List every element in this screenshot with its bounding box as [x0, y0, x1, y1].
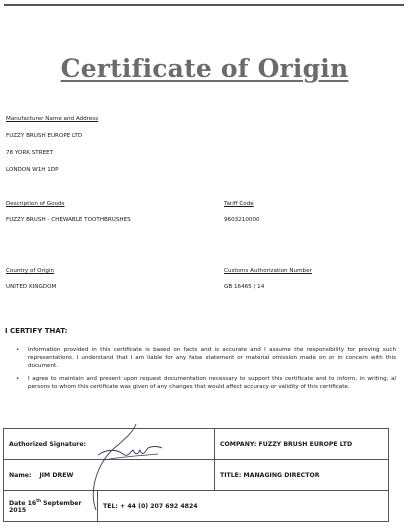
authorized-signature-cell	[4, 429, 215, 460]
goods-value: FUZZY BRUSH - CHEWABLE TOOTHBRUSHES	[6, 217, 131, 223]
country-value: UNITED KINGDOM	[6, 284, 57, 290]
company-cell	[215, 429, 389, 460]
name-value: JIM DREW	[39, 471, 74, 479]
date-cell	[4, 491, 98, 521]
manufacturer-name: FUZZY BRUSH EUROPE LTD	[6, 133, 83, 139]
date-text	[9, 498, 97, 514]
authorized-signature-label: Authorized Signature:	[9, 440, 87, 448]
title-cell	[215, 460, 389, 491]
company-text: COMPANY: FUZZY BRUSH EUROPE LTD	[220, 440, 353, 448]
tariff-value: 9603210000	[224, 217, 260, 223]
customs-label: Customs Authorization Number	[224, 268, 312, 274]
name-cell	[4, 460, 215, 491]
certify-bullet	[12, 375, 396, 391]
top-rule	[4, 4, 404, 6]
date-tel-cell	[4, 491, 389, 522]
bullet-dot: •	[16, 375, 20, 382]
customs-value: GB 16465 / 14	[224, 284, 265, 290]
certify-bullet	[12, 346, 396, 371]
tel-text: TEL: + 44 (0) 207 692 4824	[103, 502, 198, 510]
tariff-label: Tariff Code	[224, 201, 254, 207]
date-prefix: Date 16	[9, 500, 37, 508]
bullet-dot: •	[16, 347, 20, 353]
certify-heading: I CERTIFY THAT:	[5, 327, 68, 335]
country-label: Country of Origin	[6, 268, 55, 274]
name-label: Name:	[9, 471, 32, 479]
title-text: TITLE: MANAGING DIRECTOR	[220, 471, 320, 479]
date-sup: th	[36, 497, 41, 503]
manufacturer-street: 78 YORK STREET	[6, 150, 54, 156]
certify-bullet-text: I agree to maintain and present upon request documentation necessary to support this certificate and to inform, in writing, al persons to whom this certificate was given of any changes that would affect accuracy or validity of this certificate.	[28, 375, 396, 390]
certify-list	[12, 346, 396, 395]
page-title: Certificate of Origin	[60, 54, 349, 83]
manufacturer-label: Manufacturer Name and Address	[6, 116, 99, 122]
manufacturer-city: LONDON W1H 1DP	[6, 167, 59, 173]
goods-label: Description of Goods	[6, 201, 65, 207]
tel-cell	[98, 503, 198, 510]
signature-table	[3, 428, 389, 522]
certify-bullet-text: Information provided in this certificate is based on facts and is accurate and I assume the responsibility for proving such representations. I understand that I am liable for any false statement or material omission made on or in concern with this document.	[28, 347, 396, 370]
date-suffix: September 2015	[9, 500, 82, 515]
